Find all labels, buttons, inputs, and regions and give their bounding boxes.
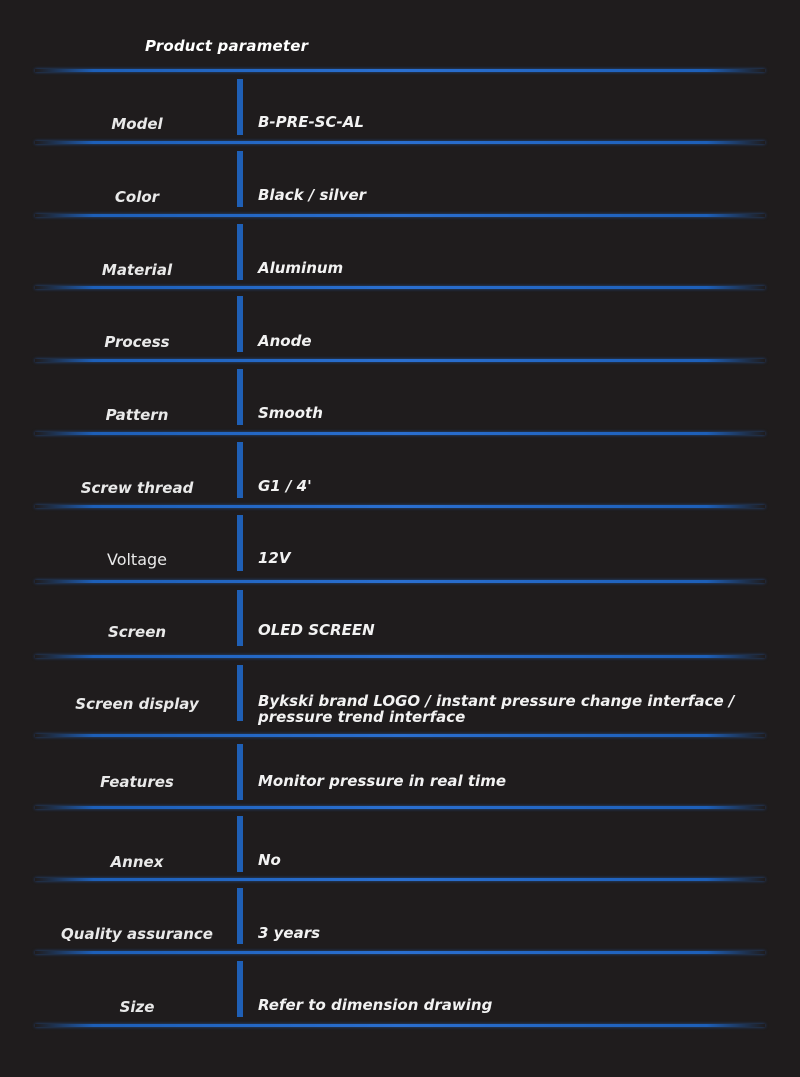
param-label: Screen <box>107 623 167 641</box>
param-label: Model <box>111 115 163 133</box>
divider-bottom <box>35 1024 765 1027</box>
param-value: Monitor pressure in real time <box>258 772 506 790</box>
param-label: Color <box>114 188 160 206</box>
row-marker <box>237 442 243 498</box>
param-value: Aluminum <box>258 259 344 277</box>
param-label: Voltage <box>106 550 167 569</box>
param-label: Quality assurance <box>61 925 213 943</box>
divider <box>35 806 765 809</box>
param-value: Bykski brand LOGO / instant pressure change interface / pressure trend interface <box>258 692 735 726</box>
param-label: Pattern <box>105 406 169 424</box>
row-marker <box>237 79 243 135</box>
param-value: OLED SCREEN <box>258 621 375 639</box>
divider <box>35 505 765 508</box>
row-marker <box>237 296 243 352</box>
param-value: 3 years <box>258 924 321 942</box>
divider <box>35 214 765 217</box>
row-marker <box>237 665 243 721</box>
param-value: G1 / 4' <box>258 477 312 495</box>
divider <box>35 951 765 954</box>
divider <box>35 878 765 881</box>
row-marker <box>237 151 243 207</box>
param-label: Screen display <box>75 695 199 713</box>
row-marker <box>237 224 243 280</box>
param-label: Size <box>119 998 155 1016</box>
param-value: Smooth <box>258 404 323 422</box>
param-label: Annex <box>110 853 164 871</box>
param-value: Refer to dimension drawing <box>258 996 493 1014</box>
param-value: Anode <box>258 332 312 350</box>
param-value: B-PRE-SC-AL <box>258 113 364 131</box>
row-marker <box>237 744 243 800</box>
row-marker <box>237 515 243 571</box>
divider <box>35 359 765 362</box>
param-label: Screw thread <box>80 479 194 497</box>
param-value: 12V <box>258 549 291 567</box>
divider <box>35 734 765 737</box>
param-value: No <box>258 851 281 869</box>
row-marker <box>237 888 243 944</box>
row-marker <box>237 961 243 1017</box>
row-marker <box>237 369 243 425</box>
divider <box>35 655 765 658</box>
page-title: Product parameter <box>145 37 309 55</box>
divider-top <box>35 69 765 72</box>
divider <box>35 141 765 144</box>
param-value: Black / silver <box>258 186 367 204</box>
divider <box>35 432 765 435</box>
row-marker <box>237 816 243 872</box>
param-label: Material <box>101 261 173 279</box>
param-label: Features <box>100 773 174 791</box>
row-marker <box>237 590 243 646</box>
divider <box>35 286 765 289</box>
divider <box>35 580 765 583</box>
param-label: Process <box>104 333 170 351</box>
